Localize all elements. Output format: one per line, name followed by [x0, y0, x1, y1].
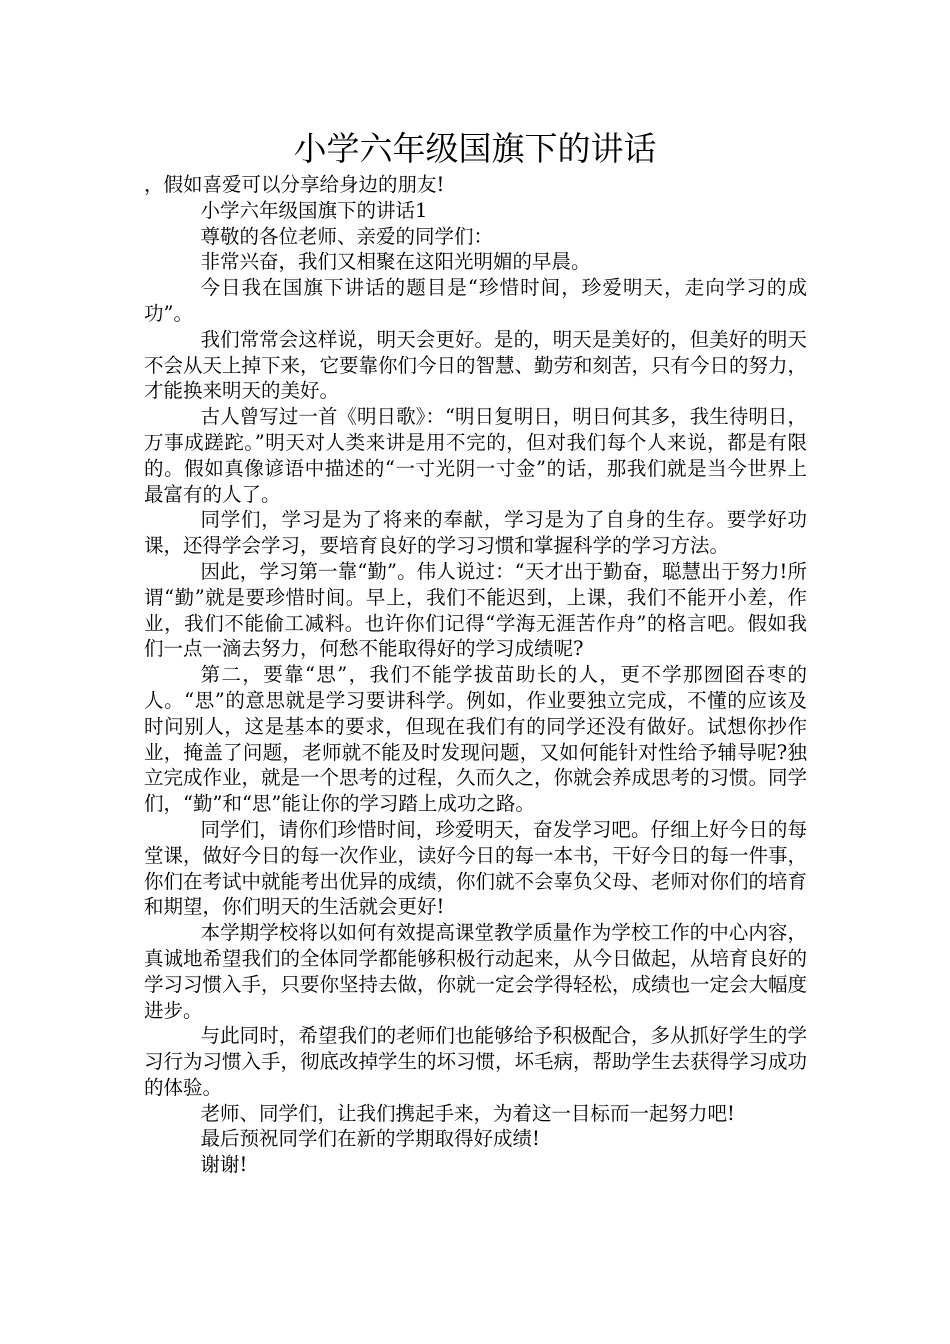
paragraph-subtitle: 小学六年级国旗下的讲话1 — [200, 198, 428, 222]
paragraph: 老师、同学们，让我们携起手来，为着这一目标而一起努力吧! — [200, 1101, 735, 1125]
paragraph: 今日我在国旗下讲话的题目是“珍惜时间，珍爱明天，走向学习的成功”。 — [144, 276, 807, 325]
paragraph-intro: ，假如喜爱可以分享给身边的朋友! — [144, 173, 445, 196]
paragraph-greeting: 尊敬的各位老师、亲爱的同学们： — [200, 224, 494, 248]
paragraph: 因此，学习第一靠“勤”。伟人说过：“天才出于勤奋，聪慧出于努力!所谓“勤”就是要珍惜时间。早上，我们不能迟到，上课，我们不能开小差，作业，我们不能偷工减料。也许你们记得“学海无涯苦作舟”的格言吧。假如我们一点一滴去努力，何愁不能取得好的学习成绩呢? — [144, 559, 807, 661]
paragraph: 第二，要靠“思”，我们不能学拔苗助长的人，更不学那囫囵吞枣的人。“思”的意思就是学习要讲科学。例如，作业要独立完成，不懂的应该及时问别人，这是基本的要求，但现在我们有的同学还没有做好。试想你抄作业，掩盖了问题，老师就不能及时发现问题，又如何能针对性给予辅导呢?独立完成作业，就是一个思考的过程，久而久之，你就会养成思考的习惯。同学们，“勤”和“思”能让你的学习踏上成功之路。 — [144, 663, 808, 816]
paragraph: 古人曾写过一首《明日歌》：“明日复明日，明日何其多，我生待明日，万事成蹉跎。”明天对人类来讲是用不完的，但对我们每个人来说，都是有限的。假如真像谚语中描述的“一寸光阴一寸金”的话，那我们就是当今世界上最富有的人了。 — [144, 405, 807, 506]
paragraph: 我们常常会这样说，明天会更好。是的，明天是美好的，但美好的明天不会从天上掉下来，它要靠你们今日的智慧、勤劳和刻苦，只有今日的努力，才能换来明天的美好。 — [144, 327, 808, 403]
document-body — [144, 172, 807, 1178]
paragraph: 同学们，学习是为了将来的奉献，学习是为了自身的生存。要学好功课，还得学会学习，要培育良好的学习习惯和掌握科学的学习方法。 — [144, 508, 807, 558]
paragraph: 最后预祝同学们在新的学期取得好成绩! — [200, 1127, 540, 1151]
document-title: 小学六年级国旗下的讲话 — [293, 129, 657, 168]
paragraph-closing: 谢谢! — [200, 1153, 248, 1177]
paragraph: 非常兴奋，我们又相聚在这阳光明媚的早晨。 — [200, 250, 591, 274]
paragraph: 同学们，请你们珍惜时间，珍爱明天，奋发学习吧。仔细上好今日的每堂课，做好今日的每一次作业，读好今日的每一本书，干好今日的每一件事，你们在考试中就能考出优异的成绩，你们就不会辜负父母、老师对你们的培育和期望，你们明天的生活就会更好! — [144, 817, 808, 919]
paragraph: 与此同时，希望我们的老师们也能够给予积极配合，多从抓好学生的学习行为习惯入手，彻底改掉学生的坏习惯，坏毛病，帮助学生去获得学习成功的体验。 — [144, 1024, 808, 1099]
paragraph: 本学期学校将以如何有效提高课堂教学质量作为学校工作的中心内容，真诚地希望我们的全体同学都能够积极行动起来，从今日做起，从培育良好的学习习惯入手，只要你坚持去做，你就一定会学得轻松，成绩也一定会大幅度进步。 — [144, 921, 808, 1022]
